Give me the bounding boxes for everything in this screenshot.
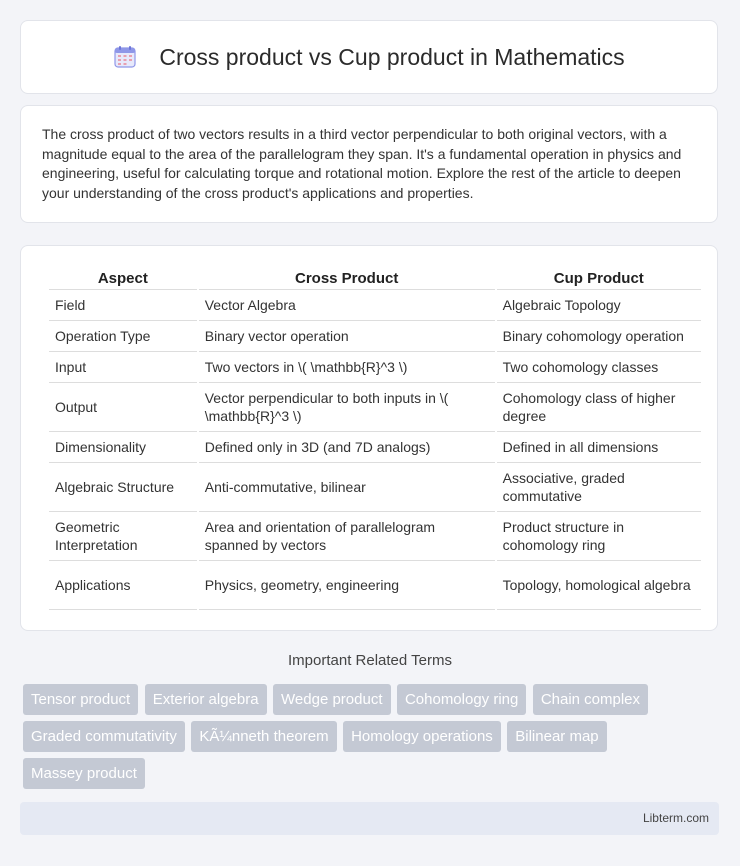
cell-cup: Cohomology class of higher degree — [497, 383, 701, 432]
table-row — [49, 512, 701, 561]
tag-bilinear-map[interactable]: Bilinear map — [507, 721, 606, 752]
table-row — [49, 383, 701, 432]
cell-cross: Defined only in 3D (and 7D analogs) — [199, 432, 495, 463]
cell-aspect: Field — [49, 290, 197, 321]
tag-tensor-product[interactable]: Tensor product — [23, 684, 138, 715]
cell-cross: Anti-commutative, bilinear — [199, 463, 495, 512]
cell-cup: Product structure in cohomology ring — [497, 512, 701, 561]
intro-card — [20, 105, 718, 223]
intro-text: The cross product of two vectors results in a third vector perpendicular to both original vectors, with a magnitude equal to the area of the parallelogram they span. It's a fundamental operation in physics and engineering, useful for calculating torque and rotational motion. Explore the rest of the article to deepen your understanding of the cross product's applications and properties. — [42, 126, 682, 201]
title-card — [20, 20, 718, 94]
related-terms-list — [23, 684, 703, 795]
cell-cross: Vector perpendicular to both inputs in \( \mathbb{R}^3 \) — [199, 383, 495, 432]
cell-cup: Defined in all dimensions — [497, 432, 701, 463]
comparison-table-card — [20, 245, 718, 631]
table-row — [49, 463, 701, 512]
table-header-row — [49, 267, 701, 290]
cell-cup: Binary cohomology operation — [497, 321, 701, 352]
table-row — [49, 321, 701, 352]
tag-graded-commutativity[interactable]: Graded commutativity — [23, 721, 185, 752]
calendar-icon — [113, 45, 137, 69]
tag-massey-product[interactable]: Massey product — [23, 758, 145, 789]
cell-aspect: Dimensionality — [49, 432, 197, 463]
cell-cross: Binary vector operation — [199, 321, 495, 352]
tag-homology-operations[interactable]: Homology operations — [343, 721, 501, 752]
cell-aspect: Output — [49, 383, 197, 432]
cell-cup: Algebraic Topology — [497, 290, 701, 321]
header-aspect: Aspect — [49, 267, 197, 290]
cell-cross: Vector Algebra — [199, 290, 495, 321]
page-title: Cross product vs Cup product in Mathematics — [159, 43, 625, 70]
cell-cross: Physics, geometry, engineering — [199, 561, 495, 610]
cell-aspect: Input — [49, 352, 197, 383]
tag-cohomology-ring[interactable]: Cohomology ring — [397, 684, 526, 715]
cell-cup: Associative, graded commutative — [497, 463, 701, 512]
footer — [20, 802, 719, 835]
cell-aspect: Geometric Interpretation — [49, 512, 197, 561]
cell-aspect: Applications — [49, 561, 197, 610]
cell-cup: Two cohomology classes — [497, 352, 701, 383]
table-row — [49, 432, 701, 463]
table-row — [49, 290, 701, 321]
cell-cup: Topology, homological algebra — [497, 561, 701, 610]
footer-site-link[interactable]: Libterm.com — [642, 811, 709, 825]
tag-chain-complex[interactable]: Chain complex — [533, 684, 648, 715]
cell-cross: Area and orientation of parallelogram spanned by vectors — [199, 512, 495, 561]
cell-aspect: Algebraic Structure — [49, 463, 197, 512]
table-row — [49, 352, 701, 383]
cell-aspect: Operation Type — [49, 321, 197, 352]
comparison-table — [47, 267, 703, 610]
table-row — [49, 561, 701, 610]
cell-cross: Two vectors in \( \mathbb{R}^3 \) — [199, 352, 495, 383]
header-cup-product: Cup Product — [497, 267, 701, 290]
header-cross-product: Cross Product — [199, 267, 495, 290]
related-terms-title: Important Related Terms — [288, 652, 452, 669]
tag-wedge-product[interactable]: Wedge product — [273, 684, 390, 715]
tag-exterior-algebra[interactable]: Exterior algebra — [145, 684, 267, 715]
tag-kunneth-theorem[interactable]: KÃ¼nneth theorem — [191, 721, 336, 752]
